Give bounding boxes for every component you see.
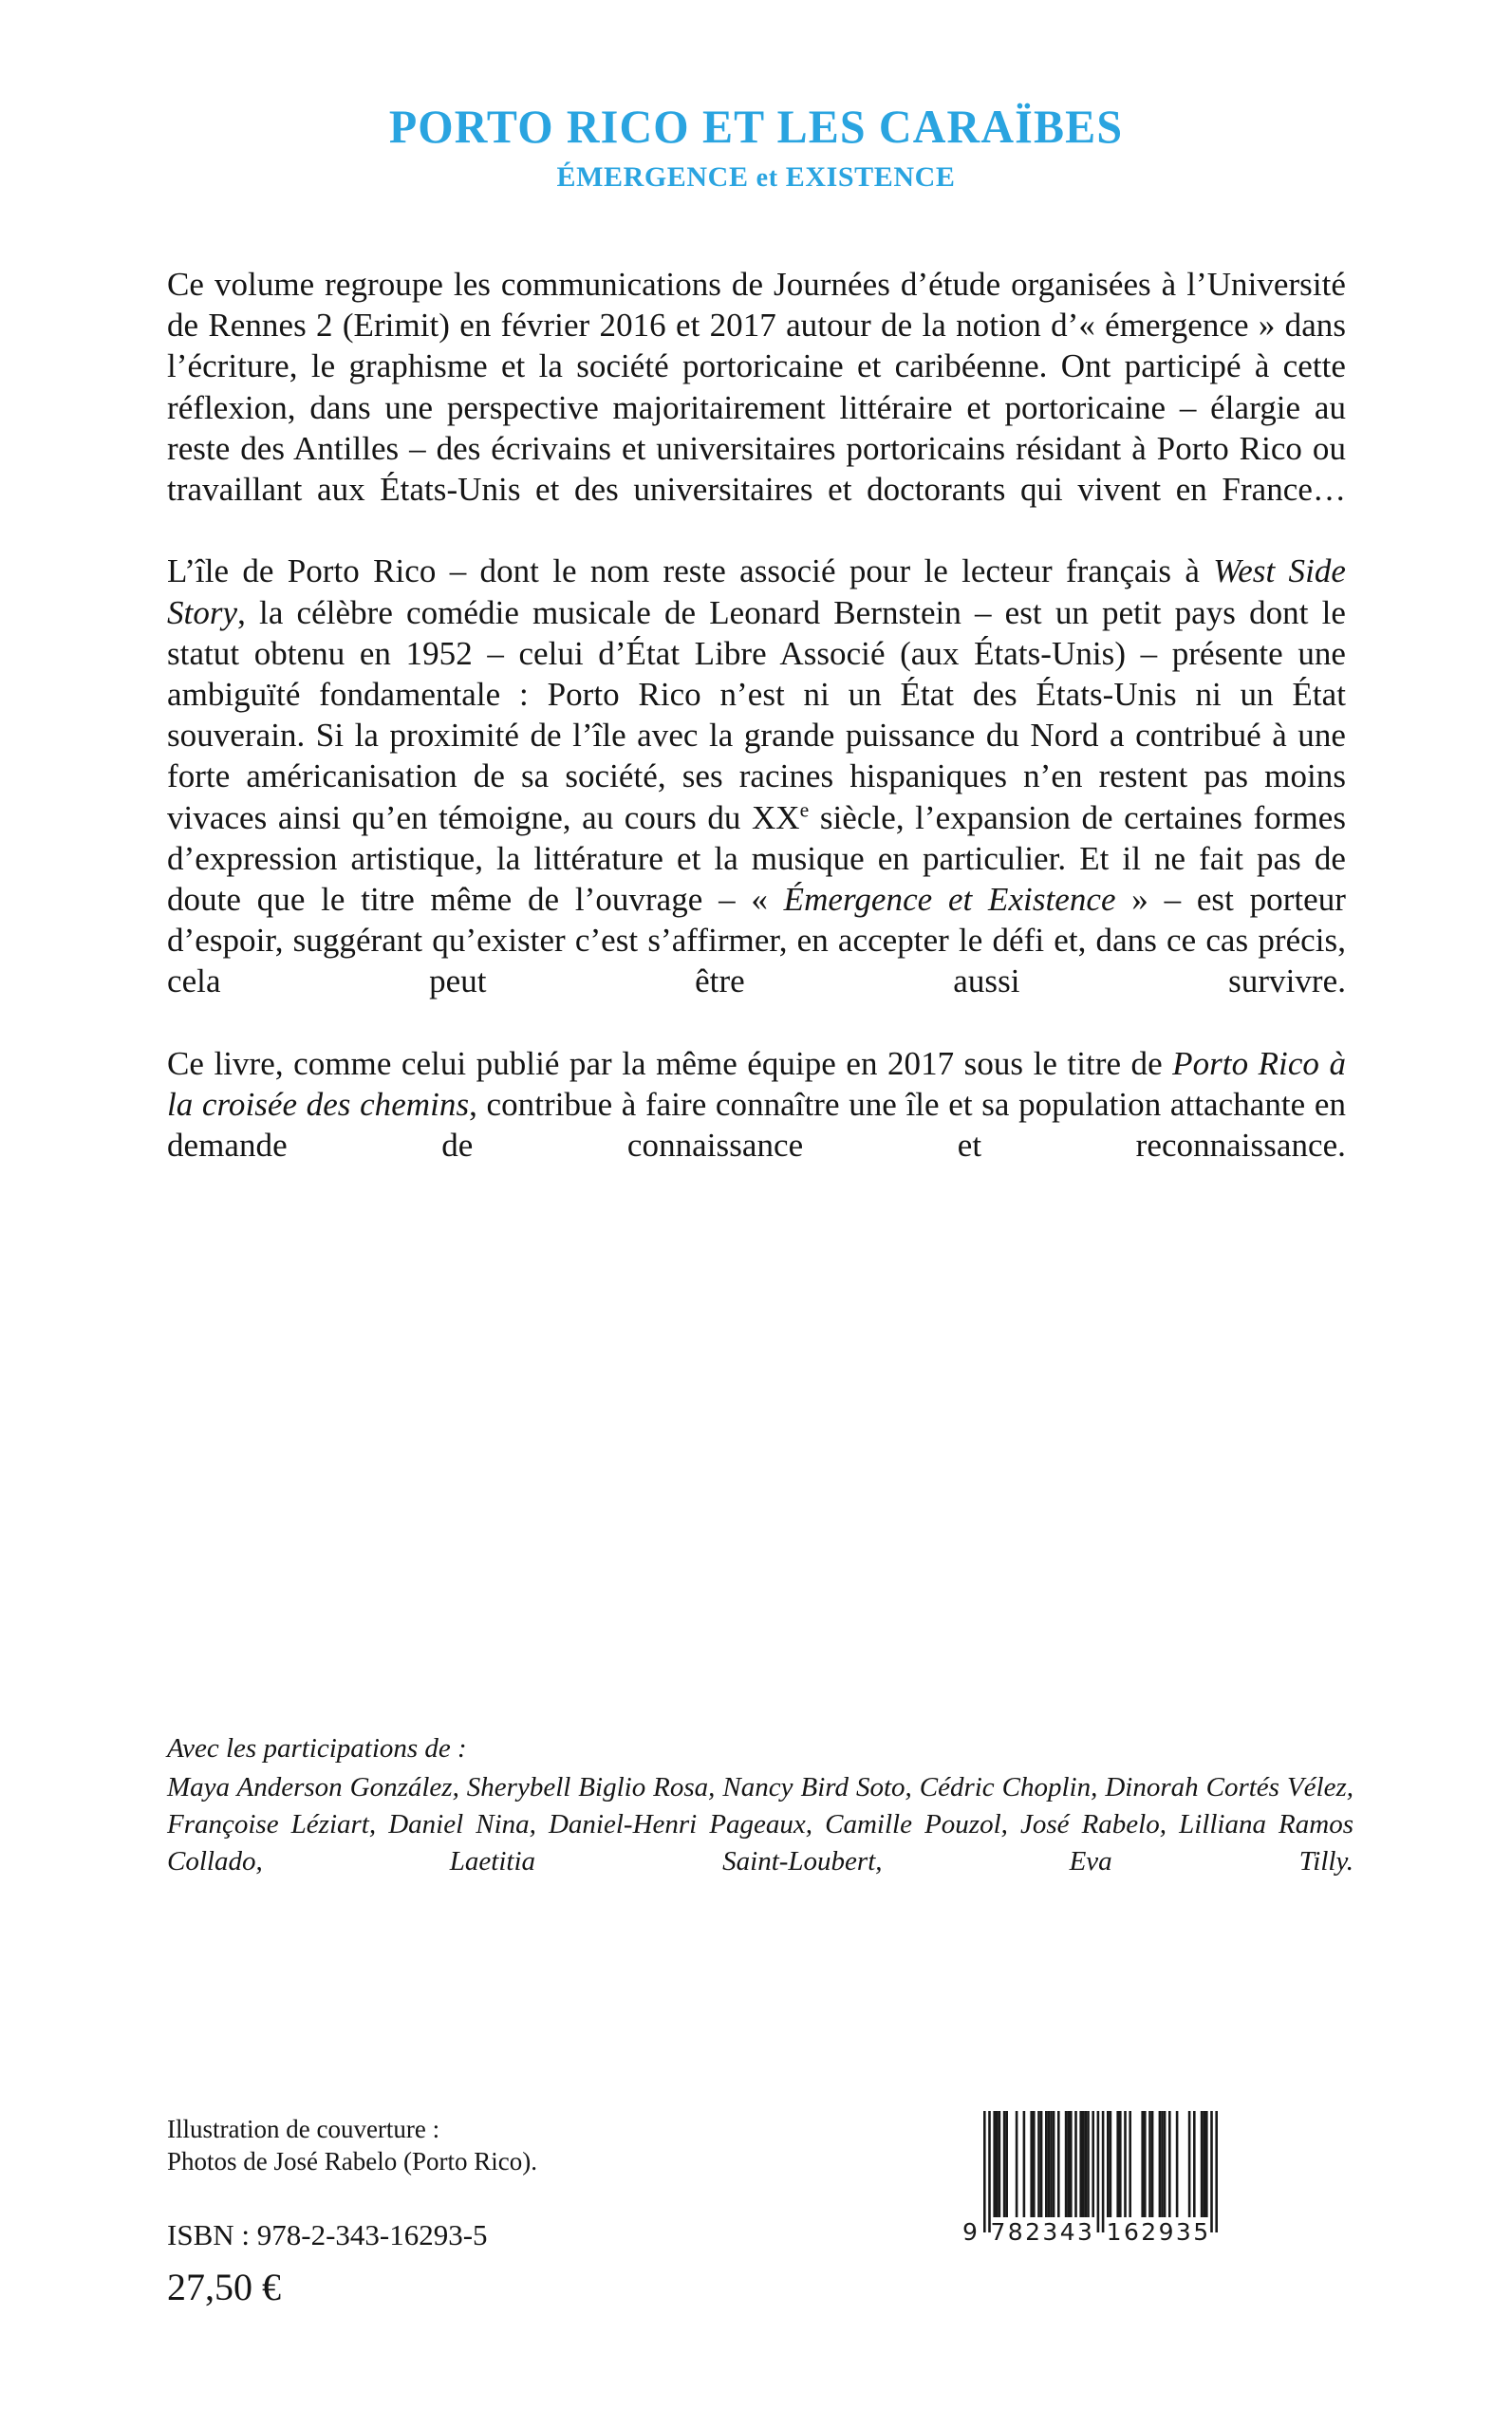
price-text: 27,50 € [167,2266,281,2308]
subtitle-part-two: EXISTENCE [785,161,956,193]
work-title-emergence-existence: Émergence et Existence [783,881,1116,919]
blurb-p2-tail: » – est porteur d’espoir, suggérant qu’exister c’est s’affirmer, en accepter le défi et, dans ce cas précis, cela peut être aussi survivre. [167,881,1347,1000]
blurb-paragraph-2 [167,551,1346,1042]
participants-block [167,1730,1353,1917]
svg-text:9: 9 [962,2218,980,2246]
page-title: PORTO RICO ET LES CARAÏBES [388,100,1124,153]
title-block [0,100,1512,193]
blurb-p2-lead: L’île de Porto Rico – dont le nom reste associé pour le lecteur français à [167,552,1214,590]
isbn-text: ISBN : 978-2-343-16293-5 [167,2218,488,2251]
subtitle-part-one: ÉMERGENCE [556,161,749,193]
ean13-barcode [959,2105,1300,2276]
blurb-p3-lead: Ce livre, comme celui publié par la même équipe en 2017 sous le titre de [167,1044,1173,1082]
work-title-croisee-des-chemins: Porto Rico à la croisée des chemins [167,1044,1346,1124]
participants-label: Avec les participations de : [167,1733,467,1764]
blurb-paragraph-1 [167,264,1346,551]
work-title-west-side-story: West Side Story [167,552,1346,631]
blurb-paragraph-3 [167,1043,1346,1207]
subtitle-conjunction: et [756,163,778,193]
blurb-p1-text: Ce volume regroupe les communications de Journées d’étude organisées à l’Université de Rennes 2 (Erimit) en février 2016 et 2017 autour de la notion d’« émergence » dans l’écriture, le graphisme et la société portoricaine et caribéenne. Ont participé à cette réflexion, dans une perspective majoritairement littéraire et portoricaine – élargie au reste des Antilles – des écrivains et universitaires portoricains résidant à Porto Rico ou travaillant aux États-Unis et des universitaires et doctorants qui vivent en France… [167,266,1346,509]
participants-names: Maya Anderson González, Sherybell Biglio Rosa, Nancy Bird Soto, Cédric Choplin, Dinorah Cortés Vélez, Françoise Léziart, Daniel Nina, Daniel-Henri Pageaux, Camille Pouzol, José Rabelo, Lilliana Ramos Collado, Laetitia Saint-Loubert, Eva Tilly. [167,1772,1353,1877]
cover-credit-label: Illustration de couverture : [167,2115,440,2143]
ordinal-superscript: e [799,797,810,821]
cover-credit-value: Photos de José Rabelo (Porto Rico). [167,2147,537,2176]
blurb-p2-mid2: siècle, l’expansion de certaines formes d’expression artistique, la littérature et la musique en particulier. Et il ne fait pas de doute que le titre même de l’ouvrage – « [167,798,1346,919]
svg-text:782343: 782343 [990,2218,1095,2246]
barcode-area [959,2105,1300,2276]
svg-text:162935: 162935 [1106,2218,1211,2246]
blurb-p2-mid: , la célèbre comédie musicale de Leonard Bernstein – est un petit pays dont le statut obtenu en 1952 – celui d’État Libre Associé (aux États-Unis) – présente une ambiguïté fondamentale : Porto Rico n’est ni un État des États-Unis ni un État souverain. Si la proximité de l’île avec la grande puissance du Nord a contribué à une forte américanisation de sa société, ses racines hispaniques n’en restent pas moins vivaces ainsi qu’en témoigne, au cours du XX [167,593,1346,836]
page-subtitle [0,163,1512,192]
blurb-p3-tail: , contribue à faire connaître une île et sa population attachante en demande de connaissance et reconnaissance. [167,1086,1346,1165]
blurb-text [167,264,1346,1207]
